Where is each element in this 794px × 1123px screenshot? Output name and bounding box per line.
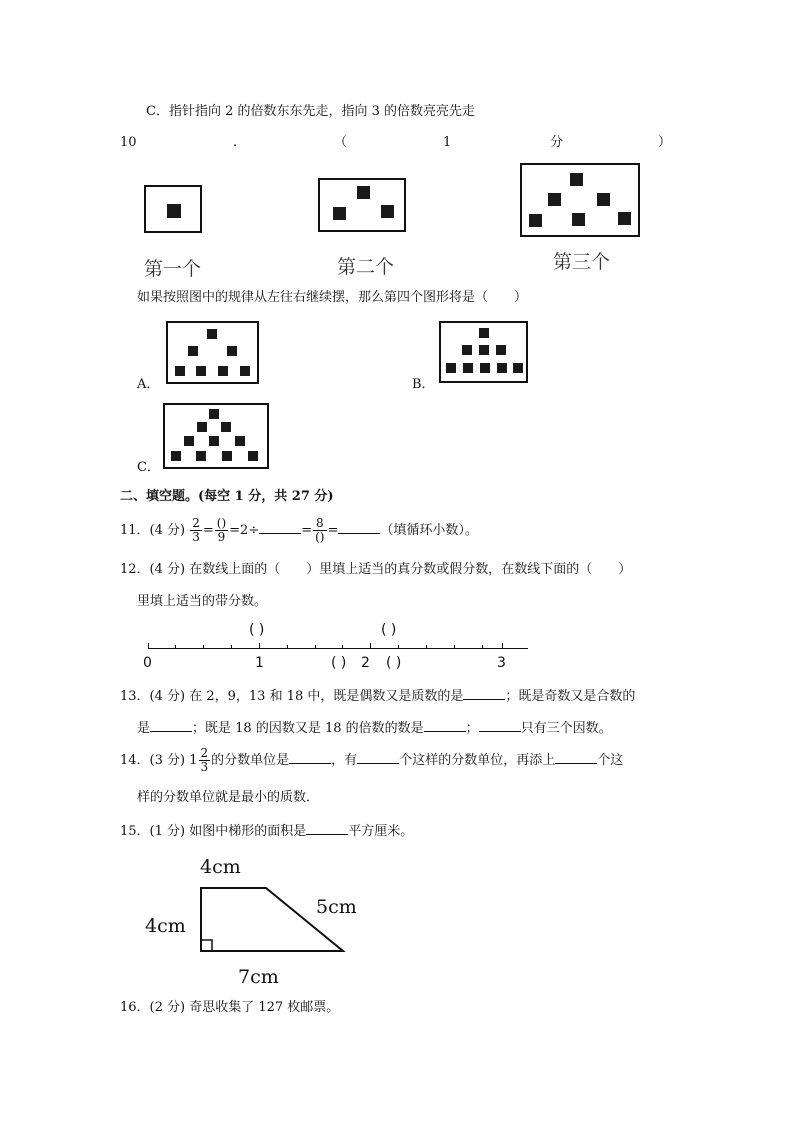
q10-question: 如果按照图中的规律从左往右继续摆，那么第四个图形将是（ ） <box>137 290 528 305</box>
numberline-bottom-paren-1[interactable]: ( ) <box>331 655 347 671</box>
q14-line2: 样的分数单位就是最小的质数． <box>137 790 320 805</box>
q15-blank[interactable] <box>306 821 348 835</box>
q14-line1: 14．(3 分) 1 $\frac{2}{3}$ 的分数单位是 ，有 个这样的分数单位，再添上 个这 <box>120 746 624 774</box>
caption-2: 第二个 <box>337 256 395 278</box>
numberline-bottom-paren-2[interactable]: ( ) <box>386 655 402 671</box>
numberline-label-3: 3 <box>497 655 506 671</box>
q13-blank-1[interactable] <box>463 686 505 700</box>
q15-text: 15．(1 分) 如图中梯形的面积是 平方厘米。 <box>120 821 413 841</box>
trapezoid-slant-label: 5cm <box>316 896 357 918</box>
option-a-label: A． <box>137 377 160 392</box>
numberline-label-1: 1 <box>255 655 264 671</box>
trapezoid-bottom-label: 7cm <box>238 966 279 988</box>
q13-line1: 13．(4 分) 在 2，9，13 和 18 中，既是偶数又是质数的是 ；既是奇数又是合数的 <box>120 686 635 706</box>
q16-text: 16．(2 分) 奇思收集了 127 枚邮票。 <box>120 1000 340 1015</box>
q13-blank-4[interactable] <box>479 718 521 732</box>
q10-number: 10 <box>120 135 137 150</box>
section-heading-fill-blank: 二、填空题。(每空 1 分，共 27 分) <box>120 489 334 504</box>
numberline-top-paren-1[interactable]: ( ) <box>249 622 265 638</box>
q14-blank-1[interactable] <box>289 750 331 764</box>
q12-line1: 12．(4 分) 在数线上面的（ ）里填上适当的真分数或假分数，在数线下面的（ ） <box>120 562 632 577</box>
q13-line2: 是 ；既是 18 的因数又是 18 的倍数的数是 ； 只有三个因数。 <box>137 718 612 738</box>
q11-blank-1[interactable] <box>259 520 301 534</box>
q14-blank-3[interactable] <box>555 750 597 764</box>
q10-score: 1 <box>443 135 452 150</box>
numberline-label-2: 2 <box>361 655 370 671</box>
q11-blank-2[interactable] <box>338 520 380 534</box>
trapezoid-left-label: 4cm <box>145 915 186 937</box>
q13-blank-2[interactable] <box>150 718 192 732</box>
q11: 11．(4 分) $\frac{2}{3}$ = $\frac{()}{9}$ =2÷ = $\frac{8}{()}$ = （填循环小数）。 <box>120 516 478 544</box>
q10-rparen: ） <box>658 135 672 150</box>
numberline-top-paren-2[interactable]: ( ) <box>381 622 397 638</box>
caption-3: 第三个 <box>553 251 611 273</box>
option-b-label: B． <box>412 377 435 392</box>
trapezoid-top-label: 4cm <box>200 856 241 878</box>
q10-lparen: （ <box>334 135 348 150</box>
q12-line2: 里填上适当的带分数。 <box>137 594 268 609</box>
numberline-label-0: 0 <box>143 655 152 671</box>
q14-blank-2[interactable] <box>357 750 399 764</box>
q10-unit: 分 <box>550 135 564 150</box>
option-c-label: C． <box>137 460 160 475</box>
q10-dot: . <box>233 135 238 150</box>
q9-option-c: C．指针指向 2 的倍数东东先走，指向 3 的倍数亮亮先走 <box>146 104 476 119</box>
caption-1: 第一个 <box>144 258 202 280</box>
q13-blank-3[interactable] <box>424 718 466 732</box>
